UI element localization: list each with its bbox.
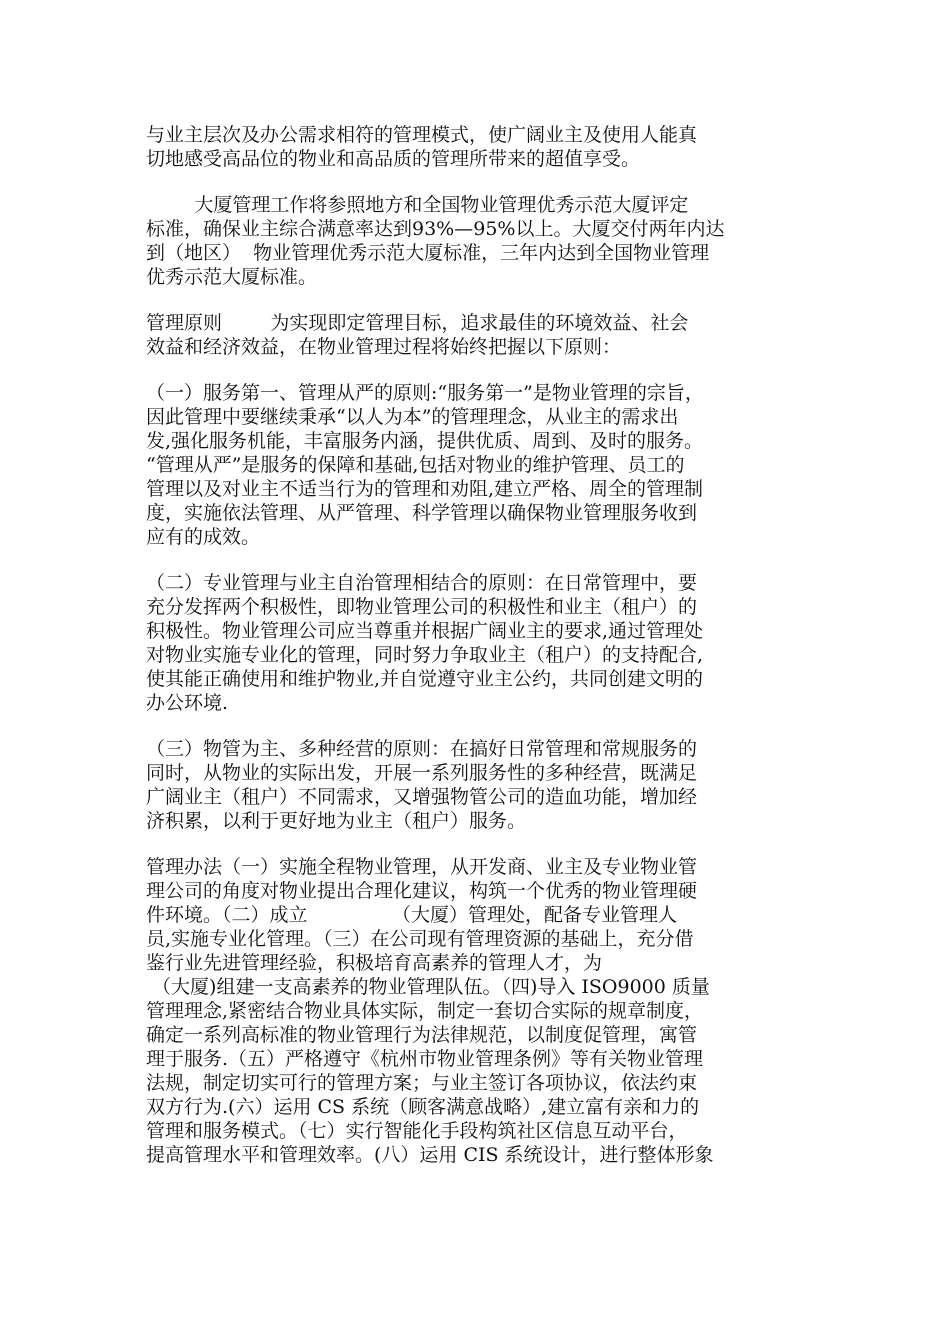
text-line: 使其能正确使用和维护物业,并自觉遵守业主公约，共同创建文明的 — [146, 668, 704, 690]
text-line: 广阔业主（租户）不同需求，又增强物管公司的造血功能，增加经 — [146, 786, 698, 808]
text-line: 确定一系列高标准的物业管理行为法律规范，以制度促管理，寓管 — [146, 1024, 698, 1046]
text-line: （一）服务第一、管理从严的原则:“服务第一”是物业管理的宗旨， — [146, 382, 704, 404]
text-line: （大厦)组建一支高素养的物业管理队伍。（四)导入 ISO9000 质量 — [146, 976, 710, 998]
text-line: 管理办法（一）实施全程物业管理，从开发商、业主及专业物业管 — [146, 856, 698, 878]
paragraph — [146, 193, 818, 289]
text-line: 法规，制定切实可行的管理方案；与业主签订各项协议，依法约束 — [146, 1072, 698, 1094]
text-line: 同时，从物业的实际出发，开展一系列服务性的多种经营，既满足 — [146, 762, 698, 784]
text-line: 应有的成效。 — [146, 526, 261, 548]
text-line: 管理和服务模式。（七）实行智能化手段构筑社区信息互动平台， — [146, 1120, 688, 1142]
text-line: （三）物管为主、多种经营的原则：在搞好日常管理和常规服务的 — [146, 738, 698, 760]
paragraph — [146, 123, 818, 171]
text-line: “管理从严”是服务的保障和基础,包括对物业的维护管理、员工的 — [146, 454, 685, 476]
text-line: 因此管理中要继续秉承“以人为本”的管理理念，从业主的需求出 — [146, 406, 679, 428]
paragraph — [146, 855, 818, 1167]
document-body — [146, 123, 818, 1167]
paragraph — [146, 311, 818, 359]
text-line: 到（地区） 物业管理优秀示范大厦标准，三年内达到全国物业管理 — [146, 242, 710, 264]
text-line: 优秀示范大厦标准。 — [146, 266, 318, 288]
paragraph-gap — [146, 359, 818, 381]
text-line: 理于服务.（五）严格遵守《杭州市物业管理条例》等有关物业管理 — [146, 1048, 704, 1070]
paragraph-gap — [146, 171, 818, 193]
text-line: 件环境。（二）成立 （大厦）管理处，配备专业管理人 — [146, 904, 678, 926]
text-line: 济积累，以利于更好地为业主（租户）服务。 — [146, 810, 527, 832]
text-line: 度，实施依法管理、从严管理、科学管理以确保物业管理服务收到 — [146, 502, 698, 524]
text-line: 与业主层次及办公需求相符的管理模式，使广阔业主及使用人能真 — [146, 124, 698, 146]
text-line: 大厦管理工作将参照地方和全国物业管理优秀示范大厦评定 — [146, 194, 689, 216]
paragraph — [146, 737, 818, 833]
paragraph — [146, 381, 818, 549]
text-line: 双方行为.(六）运用 CS 系统（顾客满意战略）,建立富有亲和力的 — [146, 1096, 700, 1118]
text-line: 发,强化服务机能，丰富服务内涵，提供优质、周到、及时的服务。 — [146, 430, 704, 452]
text-line: 积极性。物业管理公司应当尊重并根据广阔业主的要求,通过管理处 — [146, 620, 704, 642]
paragraph-gap — [146, 833, 818, 855]
text-line: 标准，确保业主综合满意率达到93%—95%以上。大厦交付两年内达 — [146, 218, 725, 240]
text-line: 充分发挥两个积极性，即物业管理公司的积极性和业主（租户）的 — [146, 596, 698, 618]
text-line: 效益和经济效益，在物业管理过程将始终把握以下原则： — [146, 336, 622, 358]
text-line: 管理原则 为实现即定管理目标，追求最佳的环境效益、社会 — [146, 312, 689, 334]
text-line: 切地感受高品位的物业和高品质的管理所带来的超值享受。 — [146, 148, 641, 170]
paragraph-gap — [146, 715, 818, 737]
text-line: 员,实施专业化管理。（三）在公司现有管理资源的基础上，充分借 — [146, 928, 694, 950]
text-line: 理公司的角度对物业提出合理化建议，构筑一个优秀的物业管理硬 — [146, 880, 698, 902]
text-line: 提高管理水平和管理效率。(八）运用 CIS 系统设计，进行整体形象 — [146, 1144, 714, 1166]
text-line: 管理理念,紧密结合物业具体实际，制定一套切合实际的规章制度， — [146, 1000, 704, 1022]
text-line: 管理以及对业主不适当行为的管理和劝阻,建立严格、周全的管理制 — [146, 478, 704, 500]
text-line: 办公环境. — [146, 692, 229, 714]
text-line: 鉴行业先进管理经验，积极培育高素养的管理人才，为 — [146, 952, 603, 974]
paragraph — [146, 571, 818, 715]
paragraph-gap — [146, 289, 818, 311]
paragraph-gap — [146, 549, 818, 571]
text-line: 对物业实施专业化的管理，同时努力争取业主（租户）的支持配合, — [146, 644, 704, 666]
text-line: （二）专业管理与业主自治管理相结合的原则：在日常管理中，要 — [146, 572, 698, 594]
